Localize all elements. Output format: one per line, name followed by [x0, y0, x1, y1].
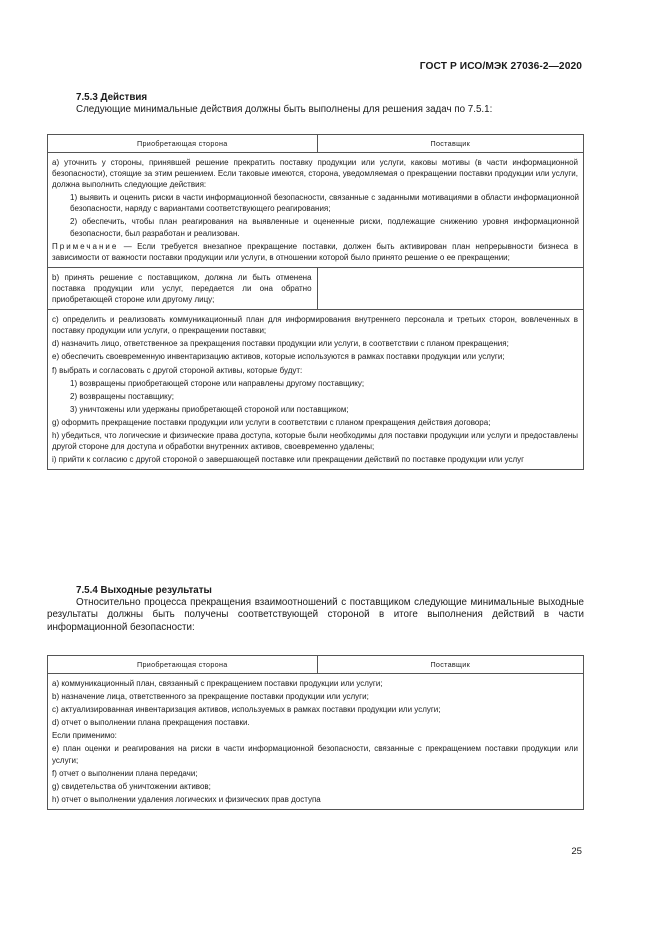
list-item: i) прийти к согласию с другой стороной о завершающей поставке или прекращении действий по поставке продукции или услуг [52, 455, 525, 465]
if-applicable-label: Если применимо: [52, 731, 117, 741]
table-row [48, 674, 584, 810]
table-header-row [48, 656, 584, 674]
outputs-table-wrapper [47, 655, 584, 810]
actions-table [47, 134, 584, 470]
section-intro: Относительно процесса прекращения взаимоотношений с поставщиком следующие минимальные выходные результаты должны быть получены соответствующей стороной в итоге выполнения действий в части информационной безопасности: [47, 597, 584, 633]
list-item: e) обеспечить своевременную инвентаризацию активов, которые используются в рамках поставки продукции или услуги; [52, 352, 505, 362]
list-item: b) принять решение с поставщиком, должна ли быть отменена поставка продукции или услуг, передается ли она обратно приобретающей стороне или другому лицу; [52, 272, 312, 305]
section-title: 7.5.3 Действия [76, 92, 148, 103]
table-row [48, 267, 584, 309]
list-subitem: 1) выявить и оценить риски в части информационной безопасности, связанные с заданными мотивациями в области информационной безопасности, наряду с вариантами соответствующего реагирования; [70, 193, 579, 214]
outputs-table [47, 655, 584, 810]
note [48, 240, 583, 264]
page-number: 25 [571, 846, 582, 857]
list-item: b) назначение лица, ответственного за прекращение поставки продукции или услуги; [52, 692, 369, 702]
section-7-5-4 [47, 585, 584, 634]
table-cell [48, 267, 318, 309]
list-item: g) оформить прекращение поставки продукции или услуги в соответствии с планом прекращения действия договора; [52, 417, 491, 427]
section-intro: Следующие минимальные действия должны быть выполнены для решения задач по 7.5.1: [76, 104, 493, 115]
column-header-supplier: Поставщик [317, 656, 583, 674]
column-header-acquirer: Приобретающая сторона [48, 135, 318, 153]
list-item: d) отчет о выполнении плана прекращения поставки. [52, 718, 250, 728]
section-title: 7.5.4 Выходные результаты [76, 585, 212, 596]
table-row [48, 153, 584, 268]
list-subitem: 1) возвращены приобретающей стороне или направлены другому поставщику; [70, 378, 365, 388]
note-label: Примечание [52, 241, 119, 251]
list-item: c) актуализированная инвентаризация активов, используемых в рамках поставки продукции или услуги; [52, 705, 441, 715]
list-item: а) уточнить у стороны, принявшей решение прекратить поставку продукции или услуги, каковы мотивы (в части информационной безопасности), стоящие за этим решением. Если таковые имеются, сторона, уведомляемая о прекращении поставки продукции или услуги, должна выполнить следующие действия: [52, 158, 578, 190]
list-subitem: 2) обеспечить, чтобы план реагирования на выявленные и оцененные риски, подлежащие снижению уровня информационной безопасности, был разработан и реализован. [70, 217, 579, 238]
column-header-acquirer: Приобретающая сторона [48, 656, 318, 674]
section-7-5-3 [47, 92, 584, 116]
list-item: h) убедиться, что логические и физические права доступа, которые были необходимы для поставки продукции или услуги и предоставлены другой стороне для доступа и обработки внутренних активов, своевременно удалены; [52, 430, 578, 452]
list-item: c) определить и реализовать коммуникационный план для информирования внутреннего персонала и третьих сторон, вовлеченных в поставку продукции или услуги, о прекращении поставки; [52, 315, 578, 336]
table-cell [48, 674, 584, 810]
list-item: f) выбрать и согласовать с другой стороной активы, которые будут: [52, 365, 303, 375]
list-subitem: 2) возвращены поставщику; [70, 391, 174, 401]
table-cell [48, 153, 584, 268]
list-item: h) отчет о выполнении удаления логических и физических прав доступа [52, 794, 321, 804]
list-subitem: 3) уничтожены или удержаны приобретающей стороной или поставщиком; [70, 404, 349, 414]
table-row [48, 310, 584, 470]
list-item: f) отчет о выполнении плана передачи; [52, 768, 198, 778]
document-code: ГОСТ Р ИСО/МЭК 27036-2—2020 [419, 61, 582, 72]
note-text: — Если требуется внезапное прекращение поставки, должен быть активирован план непрерывности бизнеса в зависимости от важности поставки продукции или услуги, в отношении которой было принято решение о ее прекращении; [52, 241, 578, 262]
column-header-supplier: Поставщик [317, 135, 583, 153]
table-cell [48, 310, 584, 470]
list-item: g) свидетельства об уничтожении активов; [52, 781, 211, 791]
list-item: e) план оценки и реагирования на риски в части информационной безопасности, связанные с прекращением поставки продукции или услуги; [52, 744, 578, 765]
list-item: d) назначить лицо, ответственное за прекращения поставки продукции или услуги, в соответствии с планом прекращения; [52, 339, 509, 349]
actions-table-wrapper [47, 134, 584, 470]
table-header-row [48, 135, 584, 153]
list-item: а) коммуникационный план, связанный с прекращением поставки продукции или услуги; [52, 679, 383, 688]
table-cell-empty [317, 267, 583, 309]
